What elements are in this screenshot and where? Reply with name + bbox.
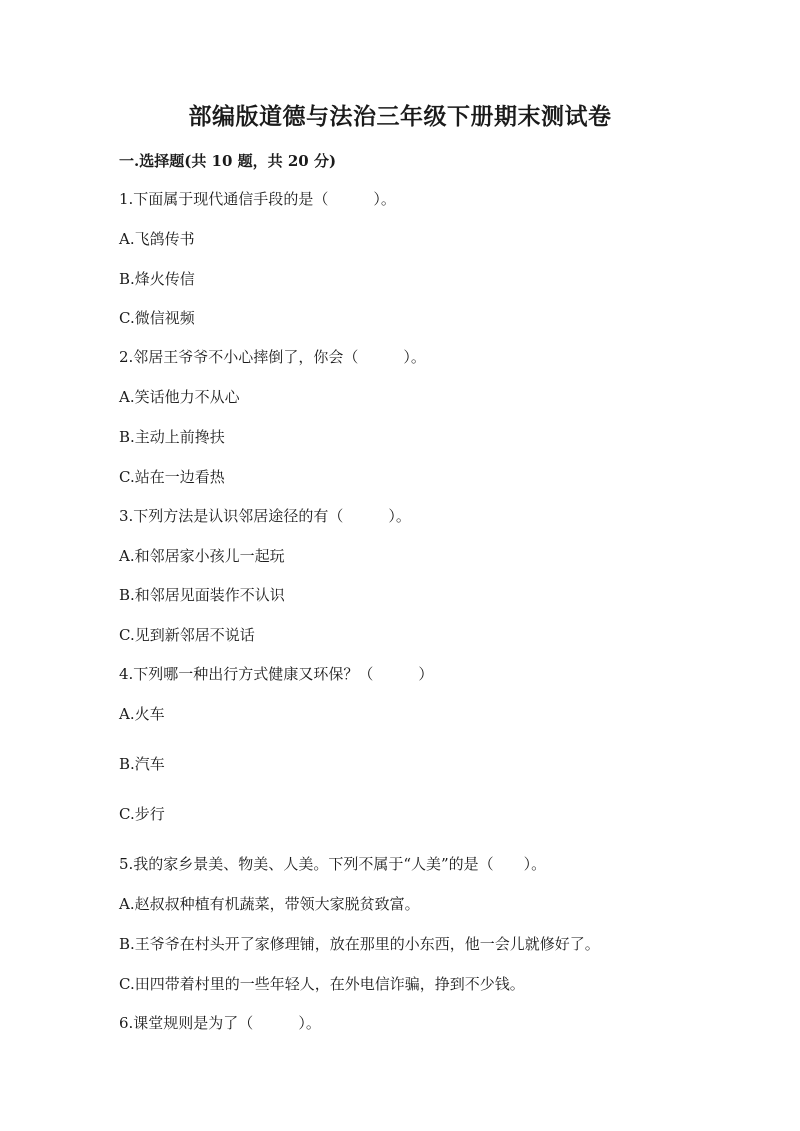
question-2-stem: 2.邻居王爷爷不小心摔倒了，你会（ ）。 bbox=[119, 348, 426, 366]
question-6-stem: 6.课堂规则是为了（ ）。 bbox=[119, 1014, 321, 1032]
question-4-stem: 4.下列哪一种出行方式健康又环保？（ ） bbox=[119, 665, 434, 683]
question-1-stem: 1.下面属于现代通信手段的是（ ）。 bbox=[119, 190, 396, 208]
question-3-option-c: C.见到新邻居不说话 bbox=[119, 626, 255, 644]
section-heading: 一.选择题(共 10 题，共 20 分) bbox=[119, 152, 337, 170]
question-4-option-c: C.步行 bbox=[119, 805, 165, 823]
question-2-option-b: B.主动上前搀扶 bbox=[119, 428, 225, 446]
question-1-option-a: A.飞鸽传书 bbox=[119, 230, 195, 248]
question-3-option-a: A.和邻居家小孩儿一起玩 bbox=[119, 547, 285, 565]
question-3-stem: 3.下列方法是认识邻居途径的有（ ）。 bbox=[119, 507, 411, 525]
question-4-option-b: B.汽车 bbox=[119, 755, 165, 773]
question-5-stem: 5.我的家乡景美、物美、人美。下列不属于“人美”的是（ ）。 bbox=[119, 855, 547, 873]
question-1-option-b: B.烽火传信 bbox=[119, 270, 195, 288]
question-3-option-b: B.和邻居见面装作不认识 bbox=[119, 586, 285, 604]
page-title: 部编版道德与法治三年级下册期末测试卷 bbox=[188, 103, 612, 130]
question-1-option-c: C.微信视频 bbox=[119, 309, 195, 327]
question-5-option-b: B.王爷爷在村头开了家修理铺，放在那里的小东西，他一会儿就修好了。 bbox=[119, 935, 600, 953]
question-4-option-a: A.火车 bbox=[119, 705, 165, 723]
question-5-option-a: A.赵叔叔种植有机蔬菜，带领大家脱贫致富。 bbox=[119, 895, 420, 913]
question-5-option-c: C.田四带着村里的一些年轻人，在外电信诈骗，挣到不少钱。 bbox=[119, 975, 525, 993]
question-2-option-a: A.笑话他力不从心 bbox=[119, 388, 240, 406]
question-2-option-c: C.站在一边看热 bbox=[119, 468, 225, 486]
